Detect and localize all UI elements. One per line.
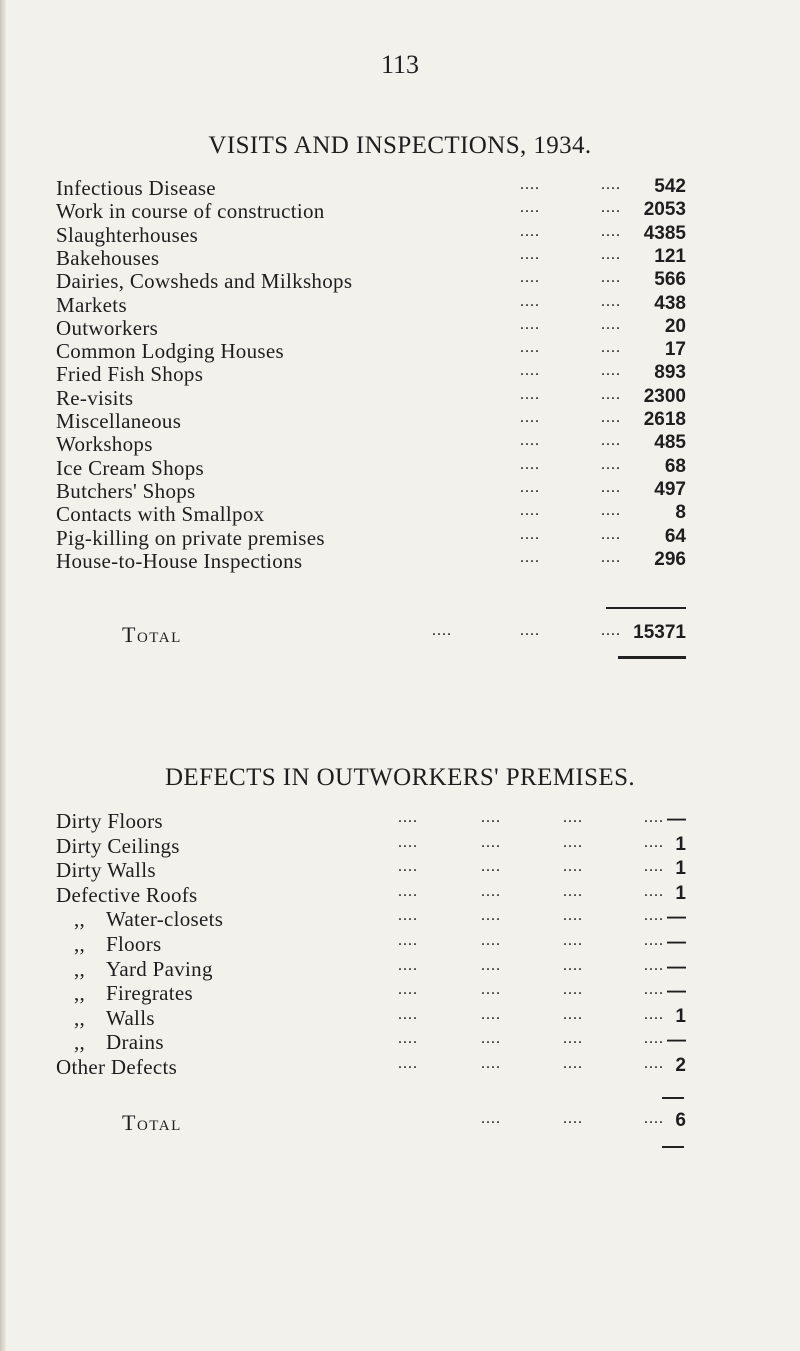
- leader-dots: ....: [520, 548, 540, 566]
- visits-sum-rule: [606, 607, 686, 609]
- defects-row-label: [56, 907, 223, 932]
- visits-row-label: Slaughterhouses: [56, 222, 199, 247]
- leader-dots: ....: [398, 809, 418, 826]
- leader-dots: ....: [520, 385, 540, 403]
- ditto-label-text: Firegrates: [106, 981, 193, 1006]
- defects-total-row: [56, 1110, 686, 1138]
- defects-row-value: —: [667, 907, 686, 929]
- visits-row-label: Pig-killing on private premises: [56, 525, 325, 550]
- visits-row-value: 4385: [643, 222, 686, 244]
- leader-dots: ....: [601, 199, 621, 217]
- ditto-mark: ,,: [74, 956, 86, 981]
- visits-row-label: Ice Cream Shops: [56, 455, 204, 480]
- leader-dots: ....: [601, 269, 621, 287]
- defects-total-underline: [662, 1146, 684, 1148]
- defects-total-value: 6: [675, 1110, 686, 1131]
- defects-row-label: [56, 1006, 155, 1031]
- leader-dots: ....: [481, 1055, 501, 1072]
- ditto-mark: ,,: [74, 932, 86, 956]
- leader-dots: ....: [398, 1005, 418, 1023]
- defects-row-value: 1: [675, 858, 686, 880]
- ditto-mark: ,,: [74, 907, 86, 932]
- visits-row-label: Infectious Disease: [56, 176, 216, 200]
- leader-dots: ....: [644, 1110, 664, 1127]
- defects-row-label: [56, 1030, 164, 1055]
- leader-dots: ....: [601, 176, 621, 193]
- leader-dots: ....: [563, 1110, 583, 1127]
- visits-row-label: Markets: [56, 292, 127, 317]
- leader-dots: ....: [563, 907, 583, 925]
- visits-row-value: 2618: [643, 409, 686, 430]
- defects-row-value: —: [667, 1030, 686, 1052]
- leader-dots: ....: [601, 502, 621, 520]
- leader-dots: ....: [520, 622, 540, 639]
- visits-row-value: 566: [654, 269, 686, 291]
- leader-dots: ....: [644, 833, 664, 851]
- defects-row-value: —: [667, 809, 686, 830]
- leader-dots: ....: [601, 548, 621, 566]
- leader-dots: ....: [563, 932, 583, 949]
- defects-row-label: [56, 981, 193, 1006]
- leader-dots: ....: [601, 622, 621, 639]
- visits-row-label: Re-visits: [56, 385, 134, 410]
- visits-row-label: Contacts with Smallpox: [56, 502, 265, 527]
- leader-dots: ....: [601, 292, 621, 310]
- defects-row-value: —: [667, 956, 686, 978]
- visits-row-label: Common Lodging Houses: [56, 339, 284, 364]
- leader-dots: ....: [520, 409, 540, 426]
- leader-dots: ....: [563, 858, 583, 876]
- defects-sum-rule: [662, 1097, 684, 1099]
- defects-row-label: Dirty Walls: [56, 858, 156, 883]
- visits-row-label: Work in course of construction: [56, 199, 325, 224]
- visits-row-value: 497: [654, 478, 686, 500]
- leader-dots: ....: [481, 809, 501, 826]
- leader-dots: ....: [481, 858, 501, 876]
- leader-dots: ....: [481, 907, 501, 925]
- defects-row-value: 1: [675, 1005, 686, 1027]
- visits-row-label: Butchers' Shops: [56, 478, 196, 503]
- leader-dots: ....: [481, 833, 501, 851]
- leader-dots: ....: [520, 222, 540, 240]
- defects-row-value: 2: [675, 1055, 686, 1076]
- leader-dots: ....: [520, 478, 540, 496]
- leader-dots: ....: [601, 339, 621, 357]
- defects-row-value: 1: [675, 833, 686, 855]
- page-number: 113: [380, 50, 420, 79]
- visits-row-value: 8: [675, 502, 686, 524]
- leader-dots: ....: [398, 882, 418, 900]
- ditto-label-text: Floors: [106, 932, 162, 956]
- visits-row-label: Bakehouses: [56, 245, 160, 270]
- defects-row-label: [56, 932, 161, 957]
- leader-dots: ....: [563, 882, 583, 900]
- defects-row-label: Dirty Ceilings: [56, 833, 180, 858]
- visits-row-value: 2300: [643, 385, 686, 407]
- defects-row-value: 1: [675, 882, 686, 904]
- leader-dots: ....: [520, 292, 540, 310]
- leader-dots: ....: [481, 1005, 501, 1023]
- leader-dots: ....: [644, 1030, 664, 1048]
- visits-row-value: 68: [664, 455, 686, 477]
- leader-dots: ....: [644, 858, 664, 876]
- leader-dots: ....: [398, 833, 418, 851]
- ditto-mark: ,,: [74, 1030, 86, 1055]
- leader-dots: ....: [601, 409, 621, 426]
- leader-dots: ....: [563, 981, 583, 999]
- visits-row-value: 64: [664, 525, 686, 547]
- leader-dots: ....: [563, 1005, 583, 1023]
- leader-dots: ....: [601, 478, 621, 496]
- defects-total-label: Total: [122, 1110, 182, 1135]
- visits-row-label: Fried Fish Shops: [56, 362, 204, 387]
- visits-row-value: 296: [654, 548, 686, 570]
- ditto-mark: ,,: [74, 981, 86, 1006]
- leader-dots: ....: [481, 882, 501, 900]
- leader-dots: ....: [563, 833, 583, 851]
- ditto-mark: ,,: [74, 1005, 86, 1030]
- defects-title: DEFECTS IN OUTWORKERS' PREMISES.: [164, 764, 636, 791]
- leader-dots: ....: [520, 455, 540, 473]
- leader-dots: ....: [601, 222, 621, 240]
- leader-dots: ....: [398, 932, 418, 949]
- visits-row-value: 893: [654, 362, 686, 384]
- leader-dots: ....: [520, 176, 540, 193]
- defects-row: [56, 1055, 686, 1083]
- leader-dots: ....: [601, 315, 621, 333]
- ditto-label-text: Walls: [106, 1005, 155, 1030]
- leader-dots: ....: [644, 882, 664, 900]
- visits-row-label: House-to-House Inspections: [56, 548, 303, 573]
- defects-row-label: [56, 957, 213, 982]
- visits-title: VISITS AND INSPECTIONS, 1934.: [208, 132, 592, 159]
- visits-row-value: 2053: [643, 199, 686, 221]
- ditto-label-text: Yard Paving: [106, 956, 213, 981]
- leader-dots: ....: [520, 502, 540, 520]
- leader-dots: ....: [520, 362, 540, 380]
- leader-dots: ....: [520, 245, 540, 263]
- leader-dots: ....: [520, 269, 540, 287]
- visits-total-label: Total: [122, 622, 182, 647]
- leader-dots: ....: [563, 1030, 583, 1048]
- leader-dots: ....: [481, 932, 501, 949]
- leader-dots: ....: [601, 525, 621, 543]
- visits-row-value: 121: [654, 245, 686, 267]
- visits-row-label: Workshops: [56, 432, 153, 457]
- leader-dots: ....: [601, 455, 621, 473]
- leader-dots: ....: [563, 1055, 583, 1072]
- leader-dots: ....: [432, 622, 452, 639]
- leader-dots: ....: [520, 432, 540, 450]
- leader-dots: ....: [644, 932, 664, 949]
- leader-dots: ....: [520, 339, 540, 357]
- defects-row-label: Other Defects: [56, 1055, 178, 1079]
- leader-dots: ....: [481, 981, 501, 999]
- ditto-label-text: Water-closets: [106, 907, 224, 932]
- leader-dots: ....: [520, 199, 540, 217]
- leader-dots: ....: [601, 245, 621, 263]
- visits-row-value: 542: [654, 176, 686, 197]
- visits-row-value: 485: [654, 432, 686, 454]
- leader-dots: ....: [398, 1055, 418, 1072]
- visits-total-row: [56, 622, 686, 650]
- visits-row-label: Outworkers: [56, 315, 159, 340]
- leader-dots: ....: [520, 525, 540, 543]
- leader-dots: ....: [644, 981, 664, 999]
- ditto-label-text: Drains: [106, 1030, 164, 1055]
- leader-dots: ....: [601, 432, 621, 450]
- visits-row-value: 20: [664, 315, 686, 337]
- leader-dots: ....: [520, 315, 540, 333]
- defects-row-value: —: [667, 932, 686, 953]
- visits-total-underline: [618, 656, 686, 659]
- leader-dots: ....: [644, 1055, 664, 1072]
- leader-dots: ....: [601, 362, 621, 380]
- leader-dots: ....: [563, 809, 583, 826]
- defects-row-label: Dirty Floors: [56, 809, 163, 833]
- leader-dots: ....: [398, 1030, 418, 1048]
- visits-row: [56, 549, 686, 577]
- page-edge-shadow: [0, 0, 6, 1351]
- visits-row-label: Dairies, Cowsheds and Milkshops: [56, 269, 353, 294]
- leader-dots: ....: [398, 981, 418, 999]
- leader-dots: ....: [481, 956, 501, 974]
- visits-row-value: 17: [664, 339, 686, 361]
- leader-dots: ....: [601, 385, 621, 403]
- leader-dots: ....: [644, 907, 664, 925]
- leader-dots: ....: [563, 956, 583, 974]
- leader-dots: ....: [398, 956, 418, 974]
- leader-dots: ....: [481, 1110, 501, 1127]
- visits-row-label: Miscellaneous: [56, 409, 182, 433]
- defects-row-value: —: [667, 981, 686, 1003]
- leader-dots: ....: [481, 1030, 501, 1048]
- leader-dots: ....: [644, 1005, 664, 1023]
- leader-dots: ....: [644, 956, 664, 974]
- leader-dots: ....: [398, 858, 418, 876]
- leader-dots: ....: [644, 809, 664, 826]
- leader-dots: ....: [398, 907, 418, 925]
- defects-row-label: Defective Roofs: [56, 882, 198, 907]
- visits-row-value: 438: [654, 292, 686, 314]
- visits-total-value: 15371: [633, 622, 686, 643]
